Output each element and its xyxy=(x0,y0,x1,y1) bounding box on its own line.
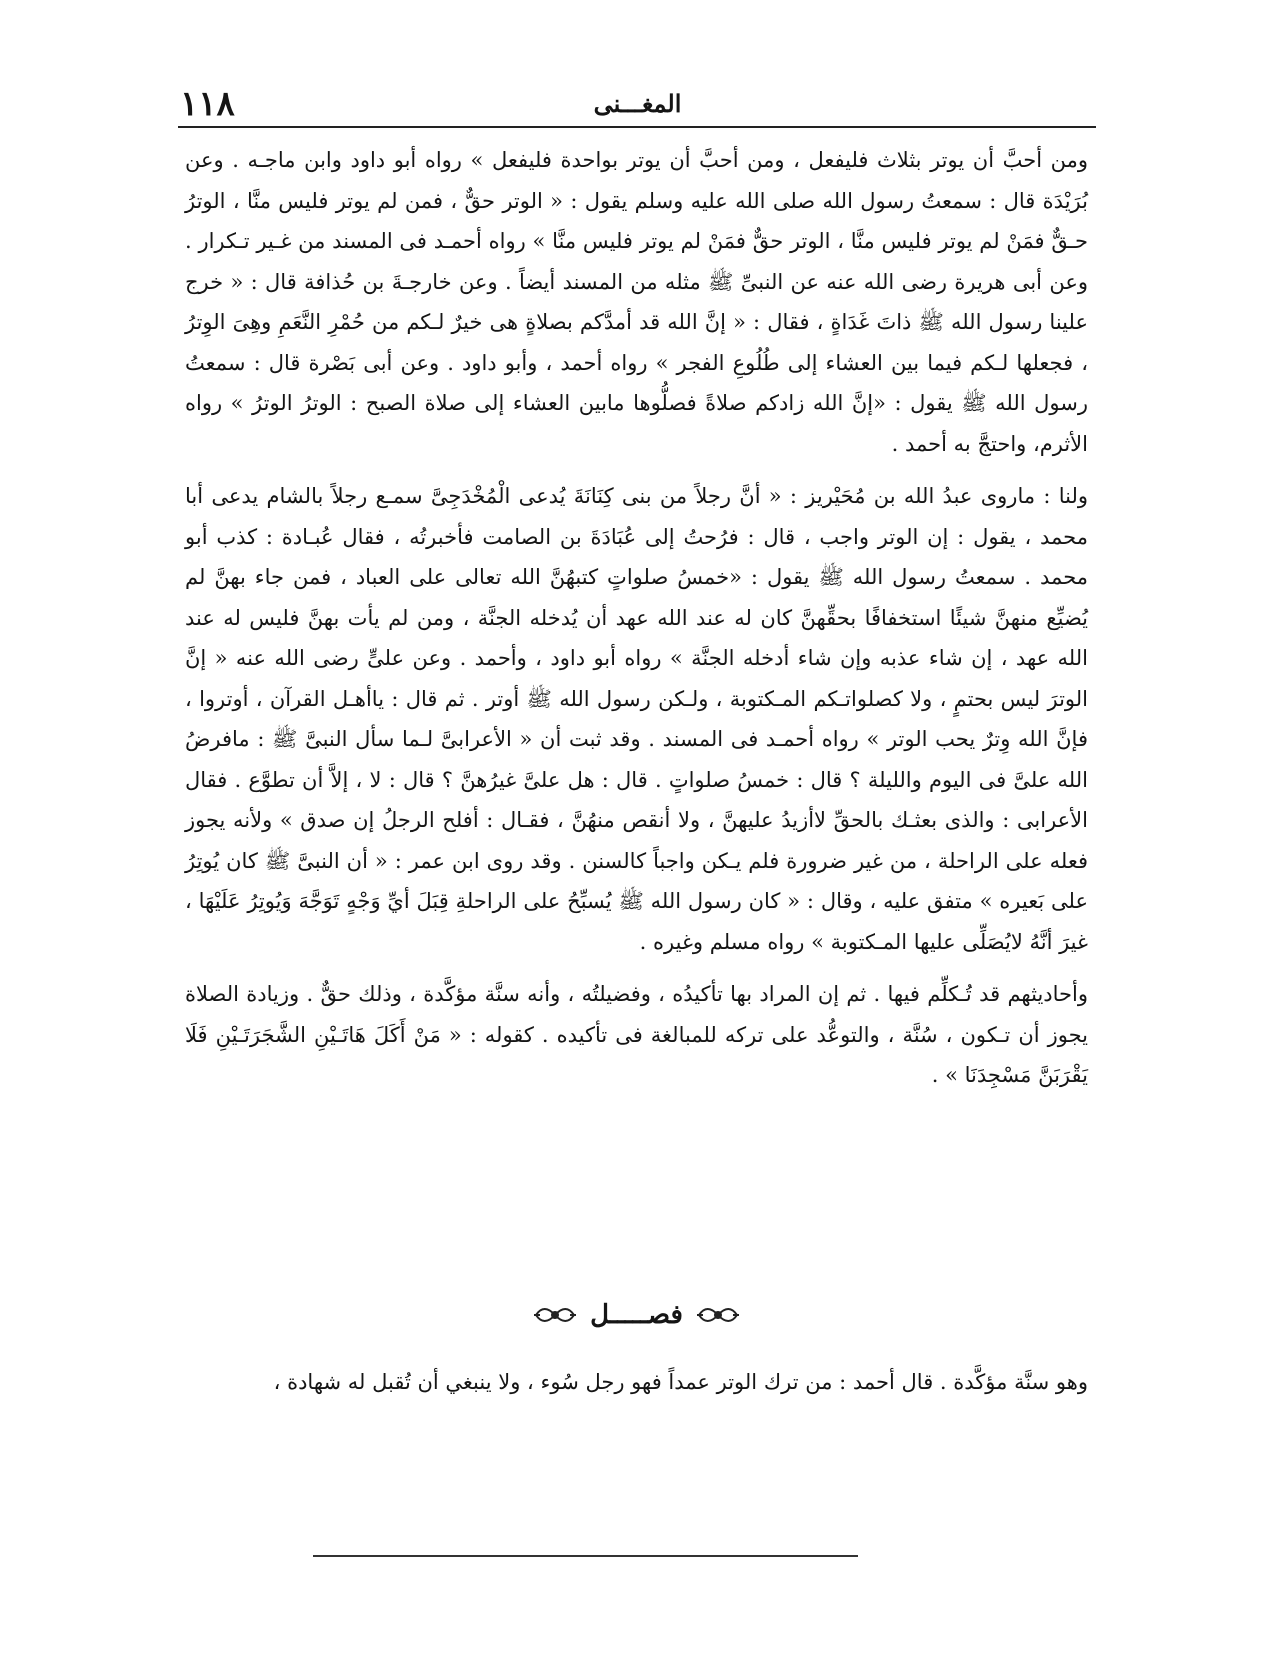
paragraph-sunnah: وهو سنَّة مؤكَّدة . قال أحمد : من ترك الوتر عمداً فهو رجل سُوء ، ولا ينبغي أن تُقبل له شهادة ، xyxy=(273,1370,1088,1394)
paragraph-evidence: ولنا : ماروى عبدُ الله بن مُحَيْريز : « أنَّ رجلاً من بنى كِنَانَةَ يُدعى الْمُخْدَجِىَّ سمـع رجلاً بالشام يدعى أبا محمد ، يقول : إن الوتر واجب ، قال : فرُحتُ إلى عُبَادَةَ بن الصامت فأخبرتُه ، فقال عُبـادة : كذب أبو محمد . سمعتُ رسول الله ﷺ يقول : «خمسُ صلواتٍ كتبهُنَّ الله تعالى على العباد ، فمن جاء بهنَّ لم يُضيِّع منهنَّ شيئًا استخفافًا بحقِّهنَّ كان له عند الله عهد أن يُدخله الجنَّة ، ومن لم يأت بهنَّ فليس له عند الله عهد ، إن شاء عذبه وإن شاء أدخله الجنَّة » رواه أبو داود ، وأحمد . وعن علىٍّ رضى الله عنه « إنَّ الوترَ ليس بحتمٍ ، ولا كصلواتـكم المـكتوبة ، ولـكن رسول الله ﷺ أوتر . ثم قال : ياأهـل القرآن ، أوتروا ، فإنَّ الله وِترٌ يحب الوتر » رواه أحمـد فى المسند . وقد ثبت أن « الأعرابىَّ لـما سأل النبىَّ ﷺ : مافرضُ الله علىَّ فى اليوم والليلة ؟ قال : خمسُ صلواتٍ . قال : هل علىَّ غيرُهنَّ ؟ قال : لا ، إلاَّ أن تطوَّع . فقال الأعرابى : والذى بعثـك بالحقِّ لاأزيدُ عليهنَّ ، ولا أنقص منهُنَّ ، فقـال : أفلح الرجلُ إن صدق » ولأنه يجوز فعله على الراحلة ، من غير ضرورة فلم يـكن واجباً كالسنن . وقد روى ابن عمر : « أن النبىَّ ﷺ كان يُوتِرُ على بَعيره » متفق عليه ، وقال : « كان رسول الله ﷺ يُسبِّحُ على الراحلةِ قِبَلَ أيِّ وَجْهٍ تَوَجَّهَ وَيُوتِرُ عَلَيْهَا ، غيرَ أنَّهُ لايُصَلِّى عليها المـكتوبة » رواه مسلم وغيره . xyxy=(185,484,1088,954)
paragraph-hadith-witr: ومن أحبَّ أن يوتر بثلاث فليفعل ، ومن أحبَّ أن يوتر بواحدة فليفعل » رواه أبو داود وابن ماجـه . وعن بُرَيْدَة قال : سمعتُ رسول الله صلى الله عليه وسلم يقول : « الوتر حقٌّ ، فمن لم يوتر فليس منَّا ، الوترُ حـقٌّ فمَنْ لم يوتر فليس منَّا ، الوتر حقٌّ فمَنْ لم يوتر فليس منَّا » رواه أحمـد فى المسند من غـير تـكرار . وعن أبى هريرة رضى الله عنه عن النبىِّ ﷺ مثله من المسند أيضاً . وعن خارجـةَ بن حُذافة قال : « خرج علينا رسول الله ﷺ ذاتَ غَدَاةٍ ، فقال : « إنَّ الله قد أمدَّكم بصلاةٍ هى خيرٌ لـكم من حُمْرِ النَّعَمِ وهِىَ الوِترُ ، فجعلها لـكم فيما بين العشاء إلى طُلُوعِ الفجر » رواه أحمد ، وأبو داود . وعن أبى بَصْرة قال : سمعتُ رسول الله ﷺ يقول : «إنَّ الله زادكم صلاةً فصلُّوها مابين العشاء إلى صلاة الصبح : الوترُ الوترُ » رواه الأثرم، واحتجَّ به أحمد . xyxy=(185,148,1088,456)
section-text xyxy=(185,1362,1088,1403)
footer-divider xyxy=(313,1555,858,1557)
ornament-right-icon xyxy=(695,1301,741,1329)
section-heading xyxy=(185,1290,1088,1340)
page-header xyxy=(180,84,1095,124)
running-title: المغـــنى xyxy=(593,89,682,118)
page-number: ١١٨ xyxy=(180,84,235,124)
section-heading-text: فصـــــل xyxy=(590,1300,683,1330)
paragraph-response: وأحاديثهم قد تُـكلِّم فيها . ثم إن المراد بها تأكيدُه ، وفضيلتُه ، وأنه سنَّة مؤكَّدة ، وذلك حقٌّ . وزيادة الصلاة يجوز أن تـكون ، سُنَّة ، والتوعُّد على تركه للمبالغة فى تأكيده . كقوله : « مَنْ أَكَلَ هَاتَـيْنِ الشَّجَرَتَـيْنِ فَلَا يَقْرَبَنَّ مَسْجِدَنَا » . xyxy=(185,982,1088,1087)
header-divider xyxy=(178,126,1096,128)
ornament-left-icon xyxy=(532,1301,578,1329)
main-text xyxy=(185,140,1088,1096)
